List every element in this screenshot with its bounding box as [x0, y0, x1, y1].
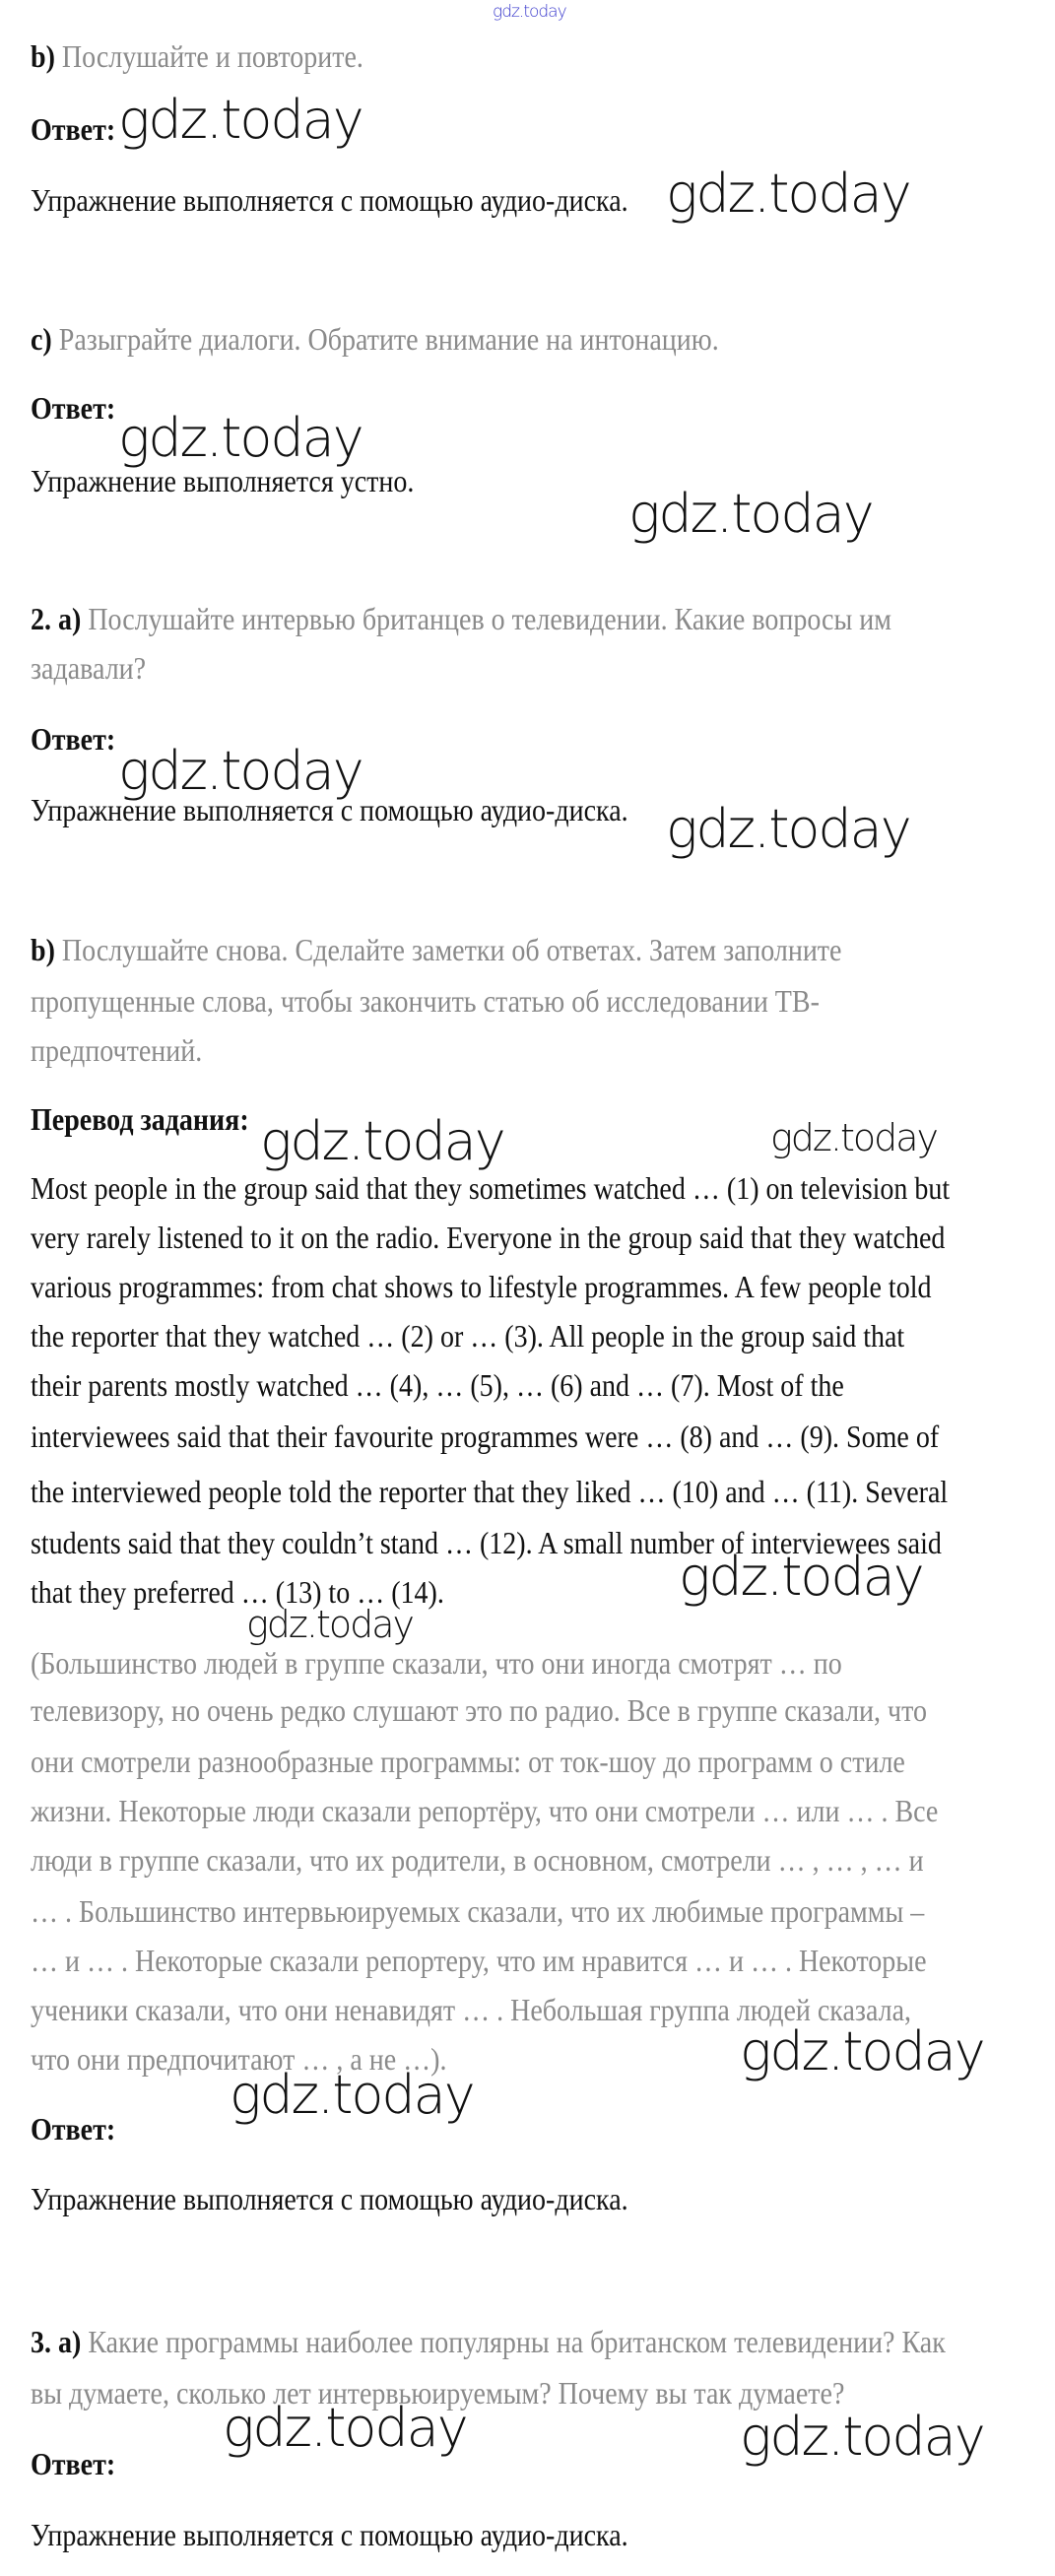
- english-line: various programmes: from chat shows to lifestyle programmes. A few people told: [31, 1271, 932, 1305]
- english-line: students said that they couldn’t stand … (12). A small number of interviewees said: [31, 1527, 942, 1561]
- translation-label: Перевод задания:: [31, 1103, 249, 1138]
- task-3a-1: [31, 2322, 946, 2366]
- russian-line: жизни. Некоторые люди сказали репортёру, что они смотрели … или … . Все: [31, 1795, 939, 1829]
- english-line: interviewees said that their favourite programmes were … (8) and … (9). Some of: [31, 1420, 940, 1455]
- task-number: 3. a): [31, 2326, 82, 2360]
- answer-label: Ответ:: [31, 2113, 116, 2147]
- task-2a-1: [31, 599, 891, 643]
- watermark: gdz.today: [740, 2020, 984, 2082]
- answer-label: Ответ:: [31, 113, 116, 148]
- answer-label: Ответ:: [31, 2448, 116, 2482]
- russian-line: … и … . Некоторые сказали репортеру, что им нравится … и … . Некоторые: [31, 1945, 927, 1979]
- task-text: пропущенные слова, чтобы закончить статью об исследовании ТВ-: [31, 985, 820, 1020]
- english-line: that they preferred … (13) to … (14).: [31, 1576, 444, 1611]
- russian-line: (Большинство людей в группе сказали, что они иногда смотрят … по: [31, 1647, 842, 1682]
- watermark: gdz.today: [246, 1603, 413, 1646]
- task-number: b): [31, 40, 55, 75]
- watermark: gdz.today: [740, 2406, 984, 2468]
- answer-text: Упражнение выполняется устно.: [31, 465, 415, 499]
- english-line: the reporter that they watched … (2) or … (3). All people in the group said that: [31, 1320, 905, 1354]
- watermark: gdz.today: [628, 483, 873, 545]
- task-text: Послушайте и повторите.: [61, 40, 363, 75]
- task-number: b): [31, 934, 55, 968]
- watermark: gdz.today: [230, 2064, 474, 2126]
- russian-line: что они предпочитают … , а не …).: [31, 2043, 447, 2078]
- task-text: Разыграйте диалоги. Обратите внимание на интонацию.: [58, 323, 719, 358]
- watermark: gdz.today: [260, 1110, 504, 1172]
- russian-line: ученики сказали, что они ненавидят … . Небольшая группа людей сказала,: [31, 1994, 912, 2028]
- russian-line: телевизору, но очень редко слушают это по радио. Все в группе сказали, что: [31, 1694, 927, 1729]
- task-text: вы думаете, сколько лет интервьюируемым? Почему вы так думаете?: [31, 2377, 845, 2411]
- task-2b-1: [31, 930, 841, 974]
- task-text: Какие программы наиболее популярны на британском телевидении? Как: [88, 2326, 946, 2360]
- answer-text: Упражнение выполняется с помощью аудио-диска.: [31, 794, 628, 828]
- task-text: предпочтений.: [31, 1034, 203, 1069]
- watermark: gdz.today: [118, 407, 363, 469]
- watermark: gdz.today: [770, 1116, 937, 1159]
- english-line: the interviewed people told the reporter that they liked … (10) and … (11). Several: [31, 1476, 949, 1510]
- russian-line: … . Большинство интервьюируемых сказали, что их любимые программы –: [31, 1895, 925, 1930]
- task-text: Послушайте снова. Сделайте заметки об ответах. Затем заполните: [61, 934, 842, 968]
- answer-label: Ответ:: [31, 392, 116, 427]
- task-text: Послушайте интервью британцев о телевидении. Какие вопросы им: [88, 603, 891, 637]
- answer-text: Упражнение выполняется с помощью аудио-диска.: [31, 184, 628, 219]
- task-number: 2. a): [31, 603, 82, 637]
- english-line: very rarely listened to it on the radio. Everyone in the group said that they watched: [31, 1222, 946, 1256]
- russian-line: люди в группе сказали, что их родители, в основном, смотрели … , … , … и: [31, 1844, 924, 1879]
- watermark: gdz.today: [118, 89, 363, 151]
- english-line: their parents mostly watched … (4), … (5), … (6) and … (7). Most of the: [31, 1369, 844, 1404]
- watermark-top: gdz.today: [493, 2, 566, 22]
- watermark: gdz.today: [666, 163, 910, 225]
- answer-text: Упражнение выполняется с помощью аудио-диска.: [31, 2183, 628, 2217]
- task-b-1: [31, 36, 363, 81]
- task-c-1: [31, 319, 719, 363]
- watermark: gdz.today: [223, 2397, 467, 2459]
- watermark: gdz.today: [118, 740, 363, 802]
- russian-line: они смотрели разнообразные программы: от ток-шоу до программ о стиле: [31, 1746, 905, 1780]
- task-number: c): [31, 323, 52, 358]
- english-line: Most people in the group said that they sometimes watched … (1) on television but: [31, 1172, 951, 1207]
- answer-label: Ответ:: [31, 723, 116, 758]
- watermark: gdz.today: [679, 1546, 923, 1608]
- watermark: gdz.today: [666, 798, 910, 860]
- task-text: задавали?: [31, 652, 147, 687]
- answer-text: Упражнение выполняется с помощью аудио-диска.: [31, 2519, 628, 2553]
